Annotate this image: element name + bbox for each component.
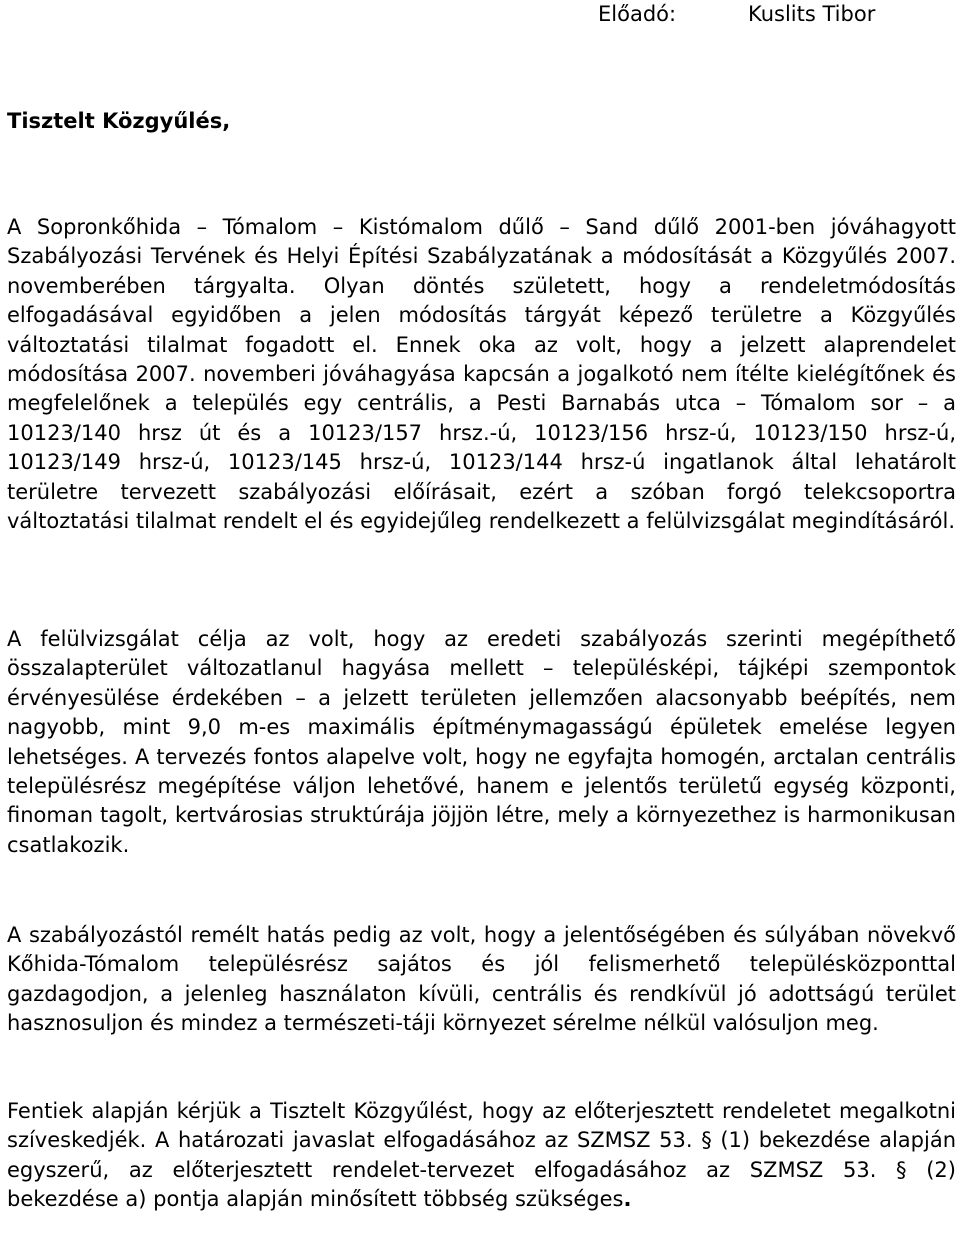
paragraph-expected-effect: A szabályozástól remélt hatás pedig az volt, hogy a jelentőségében és súlyában növekvő Kőhida-Tómalom településrész sajátos és jól felismerhető településközponttal gazdagodjon, a jelenleg használaton kívüli, centrális és rendkívül jó adottságú terület hasznosuljon és mindez a természeti-táji környezet sérelme nélkül valósuljon meg.	[7, 923, 956, 1036]
presenter-label: Előadó:	[598, 2, 677, 26]
paragraph-review-goal: A felülvizsgálat célja az volt, hogy az eredeti szabályozás szerinti megépíthető összalapterület változatlanul hagyása mellett – településképi, tájképi szempontok érvényesülése érdekében – a jelzett területen jellemzően alacsonyabb beépítés, nem nagyobb, mint 9,0 m-es maximális építménymagasságú épületek emelése legyen lehetséges. A tervezés fontos alapelve volt, hogy ne egyfajta homogén, arctalan centrális településrész megépítése váljon lehetővé, hanem e jelentős területű egység központi, finoman tagolt, kertvárosias struktúrája jöjjön létre, mely a környezethez is harmonikusan csatlakozik.	[7, 627, 956, 857]
paragraph-background: A Sopronkőhida – Tómalom – Kistómalom dűlő – Sand dűlő 2001-ben jóváhagyott Szabályozási Tervének és Helyi Építési Szabályzatának a módosítását a Közgyűlés 2007. novemberében tárgyalta. Olyan döntés született, hogy a rendeletmódosítás elfogadásával egyidőben a jelen módosítás tárgyát képező területre a Közgyűlés változtatási tilalmat fogadott el. Ennek oka az volt, hogy a jelzett alaprendelet módosítása 2007. novemberi jóváhagyása kapcsán a jogalkotó nem ítélte kielégítőnek és megfelelőnek a település egy centrális, a Pesti Barnabás utca – Tómalom sor – a 10123/140 hrsz út és a 10123/157 hrsz.-ú, 10123/156 hrsz-ú, 10123/150 hrsz-ú, 10123/149 hrsz-ú, 10123/145 hrsz-ú, 10123/144 hrsz-ú ingatlanok által lehatárolt területre tervezett szabályozási előírásait, ezért a szóban forgó telekcsoportra változtatási tilalmat rendelt el és egyidejűleg rendelkezett a felülvizsgálat megindításáról.	[7, 215, 956, 534]
salutation: Tisztelt Közgyűlés,	[7, 109, 231, 133]
final-period: .	[623, 1187, 632, 1212]
paragraph-request	[7, 1097, 956, 1215]
presenter-name: Kuslits Tibor	[748, 2, 876, 26]
paragraph-request-text: Fentiek alapján kérjük a Tisztelt Közgyűlést, hogy az előterjesztett rendeletet megalkotni szíveskedjék. A határozati javaslat elfogadásához az SZMSZ 53. § (1) bekezdése alapján egyszerű, az előterjesztett rendelet-tervezet elfogadásához az SZMSZ 53. § (2) bekezdése a) pontja alapján minősített többség szükséges	[7, 1099, 956, 1212]
presenter-line	[598, 0, 875, 28]
